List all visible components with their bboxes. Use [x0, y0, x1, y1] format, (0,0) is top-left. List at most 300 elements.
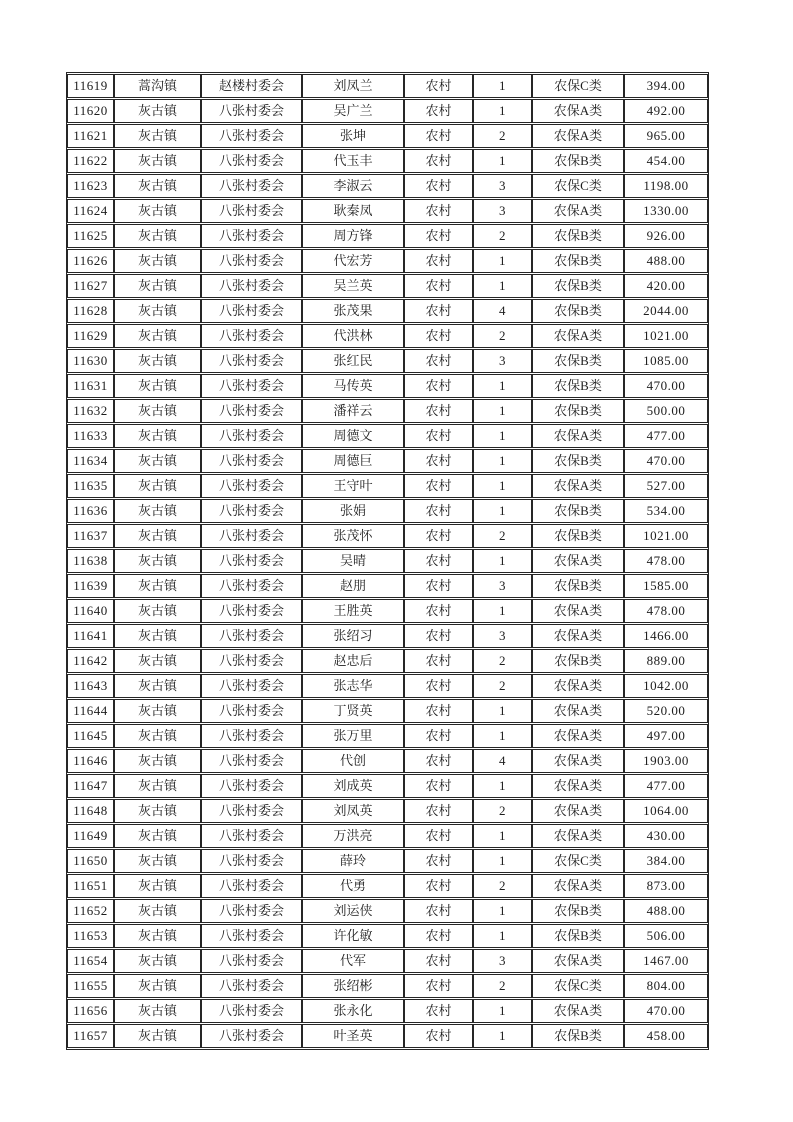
cell-insurance-category: 农保A类 — [532, 724, 624, 748]
cell-record-id: 11620 — [67, 99, 114, 123]
cell-residence-type: 农村 — [404, 124, 473, 148]
cell-person-count: 2 — [473, 649, 532, 673]
table-row — [67, 174, 708, 198]
cell-residence-type: 农村 — [404, 624, 473, 648]
cell-amount: 384.00 — [624, 849, 708, 873]
cell-residence-type: 农村 — [404, 924, 473, 948]
table-row — [67, 974, 708, 998]
cell-town: 灰古镇 — [114, 174, 201, 198]
cell-person-name: 周德巨 — [302, 449, 404, 473]
cell-amount: 478.00 — [624, 549, 708, 573]
cell-record-id: 11639 — [67, 574, 114, 598]
cell-village-committee: 八张村委会 — [201, 99, 302, 123]
cell-record-id: 11640 — [67, 599, 114, 623]
cell-insurance-category: 农保B类 — [532, 349, 624, 373]
cell-person-count: 1 — [473, 149, 532, 173]
cell-village-committee: 八张村委会 — [201, 999, 302, 1023]
cell-record-id: 11629 — [67, 324, 114, 348]
cell-person-count: 3 — [473, 574, 532, 598]
table-row — [67, 449, 708, 473]
cell-residence-type: 农村 — [404, 324, 473, 348]
cell-town: 灰古镇 — [114, 799, 201, 823]
cell-town: 灰古镇 — [114, 824, 201, 848]
cell-village-committee: 八张村委会 — [201, 174, 302, 198]
cell-village-committee: 八张村委会 — [201, 224, 302, 248]
cell-town: 灰古镇 — [114, 749, 201, 773]
cell-town: 灰古镇 — [114, 299, 201, 323]
cell-person-count: 1 — [473, 774, 532, 798]
cell-person-name: 代洪林 — [302, 324, 404, 348]
cell-town: 灰古镇 — [114, 424, 201, 448]
table-row — [67, 1024, 708, 1048]
cell-residence-type: 农村 — [404, 674, 473, 698]
cell-person-name: 张娟 — [302, 499, 404, 523]
cell-insurance-category: 农保C类 — [532, 849, 624, 873]
cell-person-name: 张茂怀 — [302, 524, 404, 548]
cell-person-name: 刘成英 — [302, 774, 404, 798]
cell-insurance-category: 农保B类 — [532, 574, 624, 598]
cell-insurance-category: 农保B类 — [532, 224, 624, 248]
cell-village-committee: 八张村委会 — [201, 349, 302, 373]
cell-person-count: 1 — [473, 924, 532, 948]
cell-insurance-category: 农保B类 — [532, 499, 624, 523]
cell-amount: 470.00 — [624, 449, 708, 473]
cell-amount: 965.00 — [624, 124, 708, 148]
cell-residence-type: 农村 — [404, 524, 473, 548]
cell-person-name: 代军 — [302, 949, 404, 973]
cell-insurance-category: 农保B类 — [532, 149, 624, 173]
cell-village-committee: 八张村委会 — [201, 724, 302, 748]
cell-person-name: 薛玲 — [302, 849, 404, 873]
cell-insurance-category: 农保B类 — [532, 924, 624, 948]
cell-person-name: 吴兰英 — [302, 274, 404, 298]
cell-person-name: 代宏芳 — [302, 249, 404, 273]
cell-residence-type: 农村 — [404, 174, 473, 198]
cell-amount: 478.00 — [624, 599, 708, 623]
cell-record-id: 11633 — [67, 424, 114, 448]
cell-insurance-category: 农保A类 — [532, 699, 624, 723]
cell-record-id: 11643 — [67, 674, 114, 698]
cell-person-count: 1 — [473, 1024, 532, 1048]
table-row — [67, 299, 708, 323]
cell-person-name: 赵忠后 — [302, 649, 404, 673]
cell-record-id: 11645 — [67, 724, 114, 748]
cell-amount: 394.00 — [624, 74, 708, 98]
cell-village-committee: 八张村委会 — [201, 524, 302, 548]
cell-amount: 1585.00 — [624, 574, 708, 598]
table-row — [67, 424, 708, 448]
cell-insurance-category: 农保A类 — [532, 999, 624, 1023]
cell-person-name: 吴广兰 — [302, 99, 404, 123]
cell-person-count: 2 — [473, 974, 532, 998]
table-row — [67, 774, 708, 798]
cell-insurance-category: 农保B类 — [532, 649, 624, 673]
cell-person-name: 代玉丰 — [302, 149, 404, 173]
cell-amount: 420.00 — [624, 274, 708, 298]
cell-residence-type: 农村 — [404, 899, 473, 923]
cell-record-id: 11625 — [67, 224, 114, 248]
cell-record-id: 11650 — [67, 849, 114, 873]
cell-village-committee: 八张村委会 — [201, 499, 302, 523]
cell-town: 灰古镇 — [114, 599, 201, 623]
cell-person-count: 2 — [473, 124, 532, 148]
table-row — [67, 824, 708, 848]
cell-village-committee: 八张村委会 — [201, 749, 302, 773]
table-row — [67, 274, 708, 298]
cell-record-id: 11646 — [67, 749, 114, 773]
cell-residence-type: 农村 — [404, 449, 473, 473]
cell-amount: 1467.00 — [624, 949, 708, 973]
cell-insurance-category: 农保B类 — [532, 899, 624, 923]
cell-person-name: 刘运侠 — [302, 899, 404, 923]
cell-residence-type: 农村 — [404, 499, 473, 523]
cell-residence-type: 农村 — [404, 1024, 473, 1048]
cell-village-committee: 八张村委会 — [201, 249, 302, 273]
cell-village-committee: 八张村委会 — [201, 149, 302, 173]
cell-residence-type: 农村 — [404, 799, 473, 823]
cell-amount: 497.00 — [624, 724, 708, 748]
cell-amount: 1064.00 — [624, 799, 708, 823]
cell-record-id: 11635 — [67, 474, 114, 498]
cell-amount: 1021.00 — [624, 524, 708, 548]
cell-insurance-category: 农保A类 — [532, 324, 624, 348]
cell-insurance-category: 农保C类 — [532, 74, 624, 98]
cell-residence-type: 农村 — [404, 874, 473, 898]
cell-residence-type: 农村 — [404, 424, 473, 448]
cell-amount: 2044.00 — [624, 299, 708, 323]
cell-village-committee: 八张村委会 — [201, 624, 302, 648]
cell-person-count: 1 — [473, 549, 532, 573]
cell-town: 灰古镇 — [114, 524, 201, 548]
cell-person-name: 刘凤英 — [302, 799, 404, 823]
cell-amount: 458.00 — [624, 1024, 708, 1048]
records-table — [66, 72, 709, 1050]
cell-town: 灰古镇 — [114, 399, 201, 423]
cell-person-name: 张绍彬 — [302, 974, 404, 998]
table-row — [67, 99, 708, 123]
cell-amount: 1085.00 — [624, 349, 708, 373]
cell-record-id: 11649 — [67, 824, 114, 848]
cell-residence-type: 农村 — [404, 999, 473, 1023]
cell-person-name: 代勇 — [302, 874, 404, 898]
cell-residence-type: 农村 — [404, 74, 473, 98]
cell-insurance-category: 农保A类 — [532, 99, 624, 123]
cell-person-count: 3 — [473, 349, 532, 373]
cell-town: 灰古镇 — [114, 549, 201, 573]
cell-town: 蒿沟镇 — [114, 74, 201, 98]
cell-amount: 1198.00 — [624, 174, 708, 198]
cell-person-count: 1 — [473, 74, 532, 98]
cell-record-id: 11621 — [67, 124, 114, 148]
cell-insurance-category: 农保B类 — [532, 399, 624, 423]
cell-insurance-category: 农保C类 — [532, 974, 624, 998]
cell-person-name: 张万里 — [302, 724, 404, 748]
cell-person-count: 3 — [473, 174, 532, 198]
cell-amount: 492.00 — [624, 99, 708, 123]
table-row — [67, 674, 708, 698]
table-row — [67, 524, 708, 548]
cell-person-name: 张绍习 — [302, 624, 404, 648]
table-row — [67, 324, 708, 348]
cell-insurance-category: 农保A类 — [532, 749, 624, 773]
table-row — [67, 849, 708, 873]
cell-amount: 1042.00 — [624, 674, 708, 698]
cell-record-id: 11652 — [67, 899, 114, 923]
cell-residence-type: 农村 — [404, 199, 473, 223]
table-row — [67, 924, 708, 948]
cell-amount: 506.00 — [624, 924, 708, 948]
cell-town: 灰古镇 — [114, 499, 201, 523]
cell-amount: 430.00 — [624, 824, 708, 848]
cell-amount: 534.00 — [624, 499, 708, 523]
cell-amount: 1903.00 — [624, 749, 708, 773]
cell-residence-type: 农村 — [404, 849, 473, 873]
cell-town: 灰古镇 — [114, 949, 201, 973]
cell-person-count: 1 — [473, 699, 532, 723]
cell-village-committee: 八张村委会 — [201, 849, 302, 873]
cell-person-count: 2 — [473, 799, 532, 823]
cell-town: 灰古镇 — [114, 324, 201, 348]
table-row — [67, 399, 708, 423]
cell-village-committee: 八张村委会 — [201, 974, 302, 998]
cell-person-name: 张永化 — [302, 999, 404, 1023]
cell-town: 灰古镇 — [114, 149, 201, 173]
cell-person-count: 2 — [473, 324, 532, 348]
cell-record-id: 11636 — [67, 499, 114, 523]
cell-amount: 488.00 — [624, 899, 708, 923]
cell-insurance-category: 农保B类 — [532, 1024, 624, 1048]
cell-person-count: 2 — [473, 874, 532, 898]
cell-insurance-category: 农保B类 — [532, 449, 624, 473]
table-row — [67, 574, 708, 598]
cell-village-committee: 八张村委会 — [201, 549, 302, 573]
cell-residence-type: 农村 — [404, 749, 473, 773]
cell-residence-type: 农村 — [404, 824, 473, 848]
cell-village-committee: 八张村委会 — [201, 649, 302, 673]
cell-person-name: 耿秦凤 — [302, 199, 404, 223]
cell-person-count: 1 — [473, 399, 532, 423]
cell-town: 灰古镇 — [114, 224, 201, 248]
cell-insurance-category: 农保B类 — [532, 374, 624, 398]
cell-village-committee: 八张村委会 — [201, 924, 302, 948]
cell-person-name: 叶圣英 — [302, 1024, 404, 1048]
cell-town: 灰古镇 — [114, 924, 201, 948]
cell-record-id: 11641 — [67, 624, 114, 648]
cell-record-id: 11628 — [67, 299, 114, 323]
cell-person-name: 张坤 — [302, 124, 404, 148]
cell-record-id: 11619 — [67, 74, 114, 98]
cell-person-name: 许化敏 — [302, 924, 404, 948]
cell-village-committee: 八张村委会 — [201, 824, 302, 848]
cell-amount: 873.00 — [624, 874, 708, 898]
cell-person-name: 赵朋 — [302, 574, 404, 598]
cell-person-count: 1 — [473, 724, 532, 748]
records-table-body — [67, 74, 708, 1048]
cell-record-id: 11627 — [67, 274, 114, 298]
cell-town: 灰古镇 — [114, 574, 201, 598]
cell-record-id: 11638 — [67, 549, 114, 573]
cell-amount: 454.00 — [624, 149, 708, 173]
cell-person-count: 1 — [473, 824, 532, 848]
cell-insurance-category: 农保A类 — [532, 424, 624, 448]
cell-residence-type: 农村 — [404, 299, 473, 323]
cell-residence-type: 农村 — [404, 774, 473, 798]
cell-village-committee: 八张村委会 — [201, 299, 302, 323]
table-row — [67, 374, 708, 398]
cell-insurance-category: 农保A类 — [532, 124, 624, 148]
cell-person-count: 3 — [473, 949, 532, 973]
cell-record-id: 11656 — [67, 999, 114, 1023]
cell-residence-type: 农村 — [404, 249, 473, 273]
cell-residence-type: 农村 — [404, 649, 473, 673]
cell-town: 灰古镇 — [114, 349, 201, 373]
cell-record-id: 11626 — [67, 249, 114, 273]
cell-town: 灰古镇 — [114, 774, 201, 798]
cell-village-committee: 八张村委会 — [201, 699, 302, 723]
cell-town: 灰古镇 — [114, 699, 201, 723]
cell-village-committee: 八张村委会 — [201, 774, 302, 798]
cell-person-name: 潘祥云 — [302, 399, 404, 423]
cell-town: 灰古镇 — [114, 199, 201, 223]
cell-insurance-category: 农保B类 — [532, 524, 624, 548]
table-row — [67, 124, 708, 148]
table-row — [67, 874, 708, 898]
cell-person-name: 马传英 — [302, 374, 404, 398]
cell-person-name: 吴晴 — [302, 549, 404, 573]
cell-residence-type: 农村 — [404, 724, 473, 748]
cell-insurance-category: 农保A类 — [532, 599, 624, 623]
cell-person-count: 1 — [473, 849, 532, 873]
cell-amount: 527.00 — [624, 474, 708, 498]
cell-town: 灰古镇 — [114, 249, 201, 273]
cell-person-name: 周德文 — [302, 424, 404, 448]
table-row — [67, 749, 708, 773]
cell-record-id: 11623 — [67, 174, 114, 198]
cell-record-id: 11654 — [67, 949, 114, 973]
table-row — [67, 599, 708, 623]
cell-record-id: 11637 — [67, 524, 114, 548]
cell-amount: 1466.00 — [624, 624, 708, 648]
cell-village-committee: 八张村委会 — [201, 324, 302, 348]
cell-residence-type: 农村 — [404, 274, 473, 298]
cell-town: 灰古镇 — [114, 124, 201, 148]
cell-residence-type: 农村 — [404, 149, 473, 173]
cell-person-count: 1 — [473, 274, 532, 298]
cell-village-committee: 八张村委会 — [201, 599, 302, 623]
cell-insurance-category: 农保A类 — [532, 474, 624, 498]
table-row — [67, 249, 708, 273]
cell-person-count: 4 — [473, 299, 532, 323]
cell-person-count: 1 — [473, 374, 532, 398]
cell-village-committee: 八张村委会 — [201, 1024, 302, 1048]
cell-town: 灰古镇 — [114, 899, 201, 923]
cell-village-committee: 八张村委会 — [201, 424, 302, 448]
cell-person-name: 张茂果 — [302, 299, 404, 323]
cell-residence-type: 农村 — [404, 949, 473, 973]
cell-amount: 477.00 — [624, 424, 708, 448]
cell-village-committee: 八张村委会 — [201, 124, 302, 148]
cell-town: 灰古镇 — [114, 724, 201, 748]
cell-person-name: 张志华 — [302, 674, 404, 698]
cell-person-count: 1 — [473, 599, 532, 623]
cell-amount: 488.00 — [624, 249, 708, 273]
table-row — [67, 649, 708, 673]
cell-record-id: 11644 — [67, 699, 114, 723]
cell-town: 灰古镇 — [114, 274, 201, 298]
cell-amount: 477.00 — [624, 774, 708, 798]
cell-residence-type: 农村 — [404, 699, 473, 723]
table-row — [67, 549, 708, 573]
cell-village-committee: 赵楼村委会 — [201, 74, 302, 98]
cell-amount: 470.00 — [624, 999, 708, 1023]
cell-record-id: 11651 — [67, 874, 114, 898]
cell-record-id: 11624 — [67, 199, 114, 223]
table-row — [67, 699, 708, 723]
table-row — [67, 499, 708, 523]
cell-amount: 889.00 — [624, 649, 708, 673]
cell-person-count: 1 — [473, 99, 532, 123]
cell-insurance-category: 农保A类 — [532, 874, 624, 898]
cell-village-committee: 八张村委会 — [201, 274, 302, 298]
table-row — [67, 349, 708, 373]
cell-person-name: 王守叶 — [302, 474, 404, 498]
cell-residence-type: 农村 — [404, 399, 473, 423]
cell-village-committee: 八张村委会 — [201, 799, 302, 823]
cell-village-committee: 八张村委会 — [201, 899, 302, 923]
cell-residence-type: 农村 — [404, 974, 473, 998]
cell-town: 灰古镇 — [114, 649, 201, 673]
cell-person-name: 李淑云 — [302, 174, 404, 198]
table-row — [67, 799, 708, 823]
cell-residence-type: 农村 — [404, 549, 473, 573]
cell-insurance-category: 农保A类 — [532, 824, 624, 848]
cell-residence-type: 农村 — [404, 349, 473, 373]
cell-person-count: 3 — [473, 624, 532, 648]
cell-person-name: 周方锋 — [302, 224, 404, 248]
cell-amount: 926.00 — [624, 224, 708, 248]
cell-village-committee: 八张村委会 — [201, 449, 302, 473]
cell-record-id: 11653 — [67, 924, 114, 948]
cell-residence-type: 农村 — [404, 574, 473, 598]
table-row — [67, 624, 708, 648]
cell-residence-type: 农村 — [404, 99, 473, 123]
cell-person-count: 2 — [473, 674, 532, 698]
cell-record-id: 11647 — [67, 774, 114, 798]
cell-village-committee: 八张村委会 — [201, 949, 302, 973]
cell-record-id: 11630 — [67, 349, 114, 373]
cell-person-count: 2 — [473, 224, 532, 248]
cell-village-committee: 八张村委会 — [201, 399, 302, 423]
cell-insurance-category: 农保A类 — [532, 949, 624, 973]
cell-village-committee: 八张村委会 — [201, 874, 302, 898]
cell-town: 灰古镇 — [114, 474, 201, 498]
cell-record-id: 11632 — [67, 399, 114, 423]
cell-insurance-category: 农保A类 — [532, 674, 624, 698]
cell-person-name: 张红民 — [302, 349, 404, 373]
cell-person-count: 4 — [473, 749, 532, 773]
cell-person-count: 1 — [473, 899, 532, 923]
table-row — [67, 474, 708, 498]
cell-person-count: 1 — [473, 449, 532, 473]
cell-insurance-category: 农保C类 — [532, 174, 624, 198]
cell-residence-type: 农村 — [404, 599, 473, 623]
cell-village-committee: 八张村委会 — [201, 374, 302, 398]
cell-town: 灰古镇 — [114, 99, 201, 123]
cell-record-id: 11642 — [67, 649, 114, 673]
cell-amount: 470.00 — [624, 374, 708, 398]
cell-person-count: 1 — [473, 474, 532, 498]
cell-village-committee: 八张村委会 — [201, 674, 302, 698]
